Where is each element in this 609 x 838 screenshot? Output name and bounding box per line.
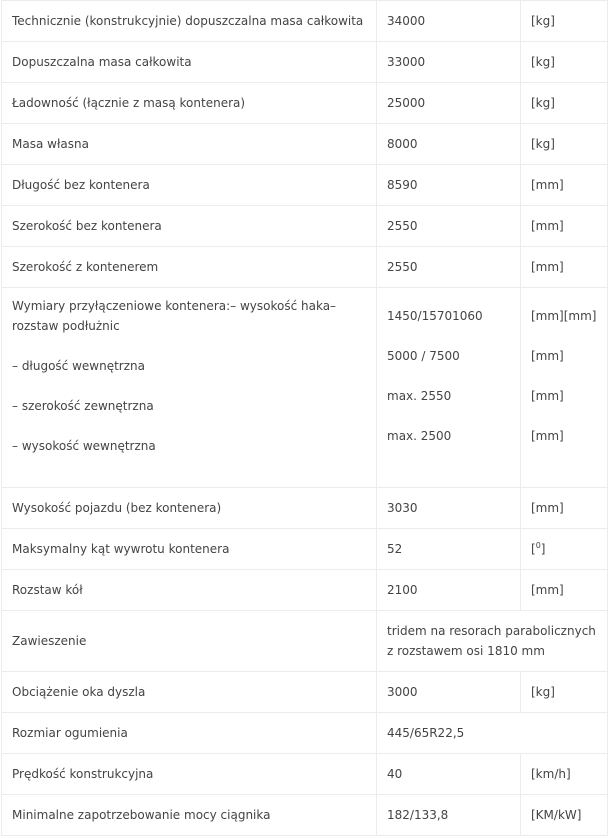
row-unit (521, 529, 608, 570)
label-line: – długość wewnętrzna (12, 359, 145, 373)
label-line: rozstaw podłużnic (12, 319, 120, 333)
row-value: 2550 (377, 247, 521, 288)
row-value: 445/65R22,5 (377, 713, 608, 754)
row-value: 34000 (377, 1, 521, 42)
label-line: – szerokość zewnętrzna (12, 399, 154, 413)
table-row (2, 713, 608, 754)
table-row-container-dims (2, 288, 608, 488)
table-row (2, 42, 608, 83)
row-unit: [kg] (521, 1, 608, 42)
value-line: max. 2550 (387, 389, 452, 403)
value-line: tridem na resorach parabolicznych (387, 624, 596, 638)
row-value: 2550 (377, 206, 521, 247)
table-row (2, 165, 608, 206)
table-row-suspension (2, 611, 608, 672)
table-row (2, 83, 608, 124)
container-dims-label (2, 288, 377, 488)
row-value: 3030 (377, 488, 521, 529)
table-row (2, 488, 608, 529)
row-value: 2100 (377, 570, 521, 611)
row-value: 40 (377, 754, 521, 795)
row-label: Maksymalny kąt wywrotu kontenera (2, 529, 377, 570)
row-label: Wysokość pojazdu (bez kontenera) (2, 488, 377, 529)
row-label: Masa własna (2, 124, 377, 165)
table-row (2, 1, 608, 42)
row-label: Ładowność (łącznie z masą kontenera) (2, 83, 377, 124)
table-row (2, 570, 608, 611)
row-label: Rozmiar ogumienia (2, 713, 377, 754)
row-unit: [kg] (521, 672, 608, 713)
unit-line: [mm] (531, 389, 564, 403)
row-value: 182/133,8 (377, 795, 521, 836)
row-label: Obciążenie oka dyszla (2, 672, 377, 713)
row-value: 52 (377, 529, 521, 570)
spec-table (1, 0, 608, 836)
row-value: 33000 (377, 42, 521, 83)
row-label: Zawieszenie (2, 611, 377, 672)
row-value-suspension (377, 611, 608, 672)
unit-close: ] (540, 542, 546, 556)
row-unit: [kg] (521, 83, 608, 124)
table-row (2, 754, 608, 795)
row-unit: [mm] (521, 165, 608, 206)
label-line: Wymiary przyłączeniowe kontenera:– wysokość haka– (12, 299, 337, 313)
row-unit: [KM/kW] (521, 795, 608, 836)
row-label: Minimalne zapotrzebowanie mocy ciągnika (2, 795, 377, 836)
unit-line: [mm][mm] (531, 309, 597, 323)
row-label: Technicznie (konstrukcyjnie) dopuszczalna masa całkowita (2, 1, 377, 42)
row-value: 3000 (377, 672, 521, 713)
unit-line: [mm] (531, 429, 564, 443)
row-unit: [kg] (521, 124, 608, 165)
table-row (2, 206, 608, 247)
table-row (2, 672, 608, 713)
table-row (2, 795, 608, 836)
container-dims-unit (521, 288, 608, 488)
row-unit: [mm] (521, 206, 608, 247)
value-line: max. 2500 (387, 429, 452, 443)
row-unit: [mm] (521, 570, 608, 611)
row-value: 8000 (377, 124, 521, 165)
degree-superscript: 0 (535, 541, 541, 550)
row-unit: [kg] (521, 42, 608, 83)
value-line: 1450/15701060 (387, 309, 483, 323)
row-value: 8590 (377, 165, 521, 206)
row-label: Szerokość z kontenerem (2, 247, 377, 288)
row-label: Dopuszczalna masa całkowita (2, 42, 377, 83)
row-value: 25000 (377, 83, 521, 124)
row-unit: [km/h] (521, 754, 608, 795)
label-line: – wysokość wewnętrzna (12, 439, 156, 453)
value-line: z rozstawem osi 1810 mm (387, 644, 545, 658)
container-dims-value (377, 288, 521, 488)
row-label: Szerokość bez kontenera (2, 206, 377, 247)
value-line: 5000 / 7500 (387, 349, 460, 363)
table-row (2, 529, 608, 570)
table-row (2, 124, 608, 165)
unit-open: [ (531, 542, 536, 556)
row-label: Rozstaw kół (2, 570, 377, 611)
row-unit: [mm] (521, 247, 608, 288)
row-label: Długość bez kontenera (2, 165, 377, 206)
row-unit: [mm] (521, 488, 608, 529)
row-label: Prędkość konstrukcyjna (2, 754, 377, 795)
table-row (2, 247, 608, 288)
unit-line: [mm] (531, 349, 564, 363)
